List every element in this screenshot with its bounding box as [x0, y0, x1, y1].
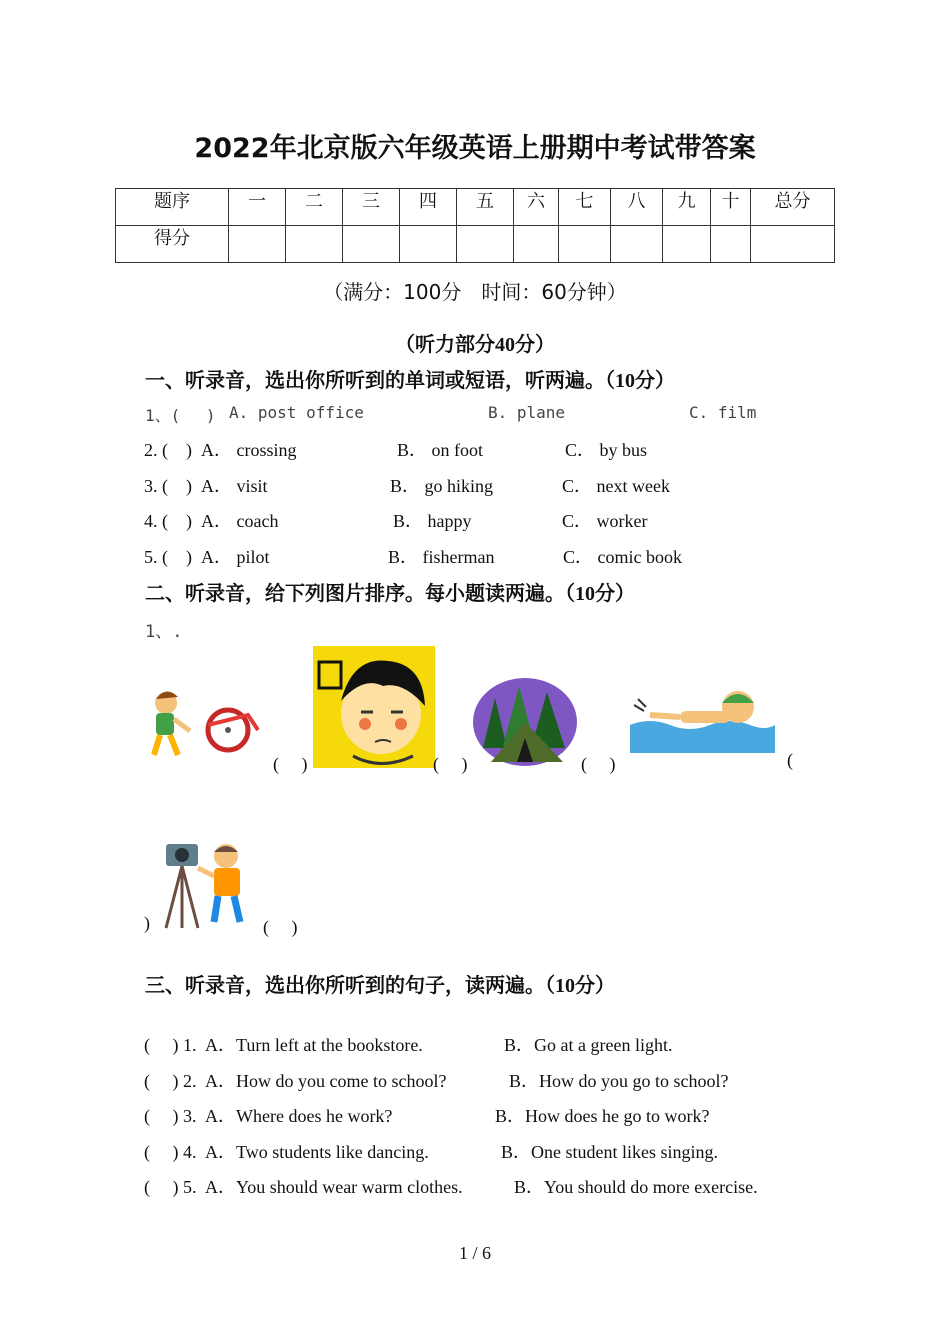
score-input-cell[interactable]: [751, 226, 835, 263]
exam-info: （满分：100分 时间：60分钟）: [323, 280, 627, 304]
question-number: 3. ( ): [144, 476, 192, 496]
page-number: 1 / 6: [458, 1243, 491, 1263]
score-header-cell: 七: [559, 189, 611, 226]
option-a[interactable]: A．Turn left at the bookstore.: [205, 1035, 423, 1055]
option-c[interactable]: C． worker: [562, 511, 648, 531]
score-input-cell[interactable]: [400, 226, 457, 263]
option-c[interactable]: C． next week: [562, 476, 670, 496]
score-input-cell[interactable]: [663, 226, 711, 263]
option-b[interactable]: B． fisherman: [388, 547, 495, 567]
listening-part-heading: （听力部分40分）: [395, 334, 555, 356]
option-b[interactable]: B． on foot: [397, 440, 484, 460]
swimming-boy-picture: [630, 685, 775, 753]
score-table-header-row: [116, 189, 835, 226]
answer-bracket-open[interactable]: (: [787, 750, 793, 770]
score-header-cell: 八: [611, 189, 663, 226]
score-header-cell: 总分: [751, 189, 835, 226]
score-header-cell: 十: [711, 189, 751, 226]
option-a[interactable]: A． pilot: [201, 547, 270, 567]
question-number: 4. ( ): [144, 511, 192, 531]
section2-title: 二、听录音，给下列图片排序。每小题读两遍。（10分）: [145, 583, 635, 605]
answer-bracket[interactable]: ( ): [263, 917, 298, 937]
score-header-cell: 题序: [116, 189, 229, 226]
score-input-cell[interactable]: [611, 226, 663, 263]
section1-title: 一、听录音，选出你所听到的单词或短语，听两遍。（10分）: [145, 370, 675, 392]
answer-bracket[interactable]: ( ): [581, 754, 616, 774]
score-input-cell[interactable]: [514, 226, 559, 263]
option-c[interactable]: C. film: [689, 403, 757, 422]
score-header-cell: 九: [663, 189, 711, 226]
score-input-cell[interactable]: [229, 226, 286, 263]
option-c[interactable]: C． by bus: [565, 440, 648, 460]
score-input-cell[interactable]: [559, 226, 611, 263]
option-a[interactable]: A．Two students like dancing.: [205, 1142, 429, 1162]
question-number: ( ) 2.: [144, 1071, 197, 1091]
section2-intro: 1、.: [145, 622, 183, 642]
score-header-cell: 二: [286, 189, 343, 226]
option-c[interactable]: C． comic book: [563, 547, 682, 567]
option-b[interactable]: B. plane: [488, 403, 566, 422]
score-header-cell: 五: [457, 189, 514, 226]
option-b[interactable]: B．You should do more exercise.: [514, 1177, 758, 1197]
option-b[interactable]: B． go hiking: [390, 476, 494, 496]
question-number: ( ) 5.: [144, 1177, 197, 1197]
question-number: 1、( ): [145, 406, 216, 425]
score-header-cell: 一: [229, 189, 286, 226]
page-title: 2022年北京版六年级英语上册期中考试带答案: [194, 133, 756, 164]
tent-forest-picture: [473, 678, 577, 766]
option-a[interactable]: A． crossing: [201, 440, 297, 460]
score-header-cell: 三: [343, 189, 400, 226]
option-b[interactable]: B． happy: [393, 511, 472, 531]
question-number: 5. ( ): [144, 547, 192, 567]
answer-bracket[interactable]: ( ): [273, 754, 308, 774]
option-a[interactable]: A． coach: [201, 511, 279, 531]
score-header-cell: 六: [514, 189, 559, 226]
option-a[interactable]: A. post office: [229, 403, 364, 422]
option-a[interactable]: A．You should wear warm clothes.: [205, 1177, 463, 1197]
score-input-cell[interactable]: [286, 226, 343, 263]
option-b[interactable]: B．How do you go to school?: [509, 1071, 729, 1091]
boy-with-camera-picture: [160, 838, 260, 930]
score-table: [115, 188, 835, 263]
option-a[interactable]: A． visit: [201, 476, 268, 496]
question-number: ( ) 3.: [144, 1106, 197, 1126]
answer-bracket[interactable]: ( ): [433, 754, 468, 774]
option-b[interactable]: B．How does he go to work?: [495, 1106, 710, 1126]
question-number: ( ) 4.: [144, 1142, 197, 1162]
boy-fallen-bicycle-picture: [148, 685, 266, 763]
option-b[interactable]: B．Go at a green light.: [504, 1035, 673, 1055]
score-input-cell[interactable]: [343, 226, 400, 263]
answer-bracket-close[interactable]: ): [144, 913, 150, 933]
option-a[interactable]: A．How do you come to school?: [205, 1071, 447, 1091]
score-input-cell[interactable]: [457, 226, 514, 263]
confused-boy-picture: [313, 646, 435, 768]
question-number: ( ) 1.: [144, 1035, 197, 1055]
score-row-label: 得分: [116, 226, 229, 263]
section3-title: 三、听录音，选出你所听到的句子，读两遍。（10分）: [145, 975, 615, 997]
option-a[interactable]: A．Where does he work?: [205, 1106, 393, 1126]
score-header-cell: 四: [400, 189, 457, 226]
question-number: 2. ( ): [144, 440, 192, 460]
option-b[interactable]: B．One student likes singing.: [501, 1142, 718, 1162]
score-table-score-row: [116, 226, 835, 263]
score-input-cell[interactable]: [711, 226, 751, 263]
